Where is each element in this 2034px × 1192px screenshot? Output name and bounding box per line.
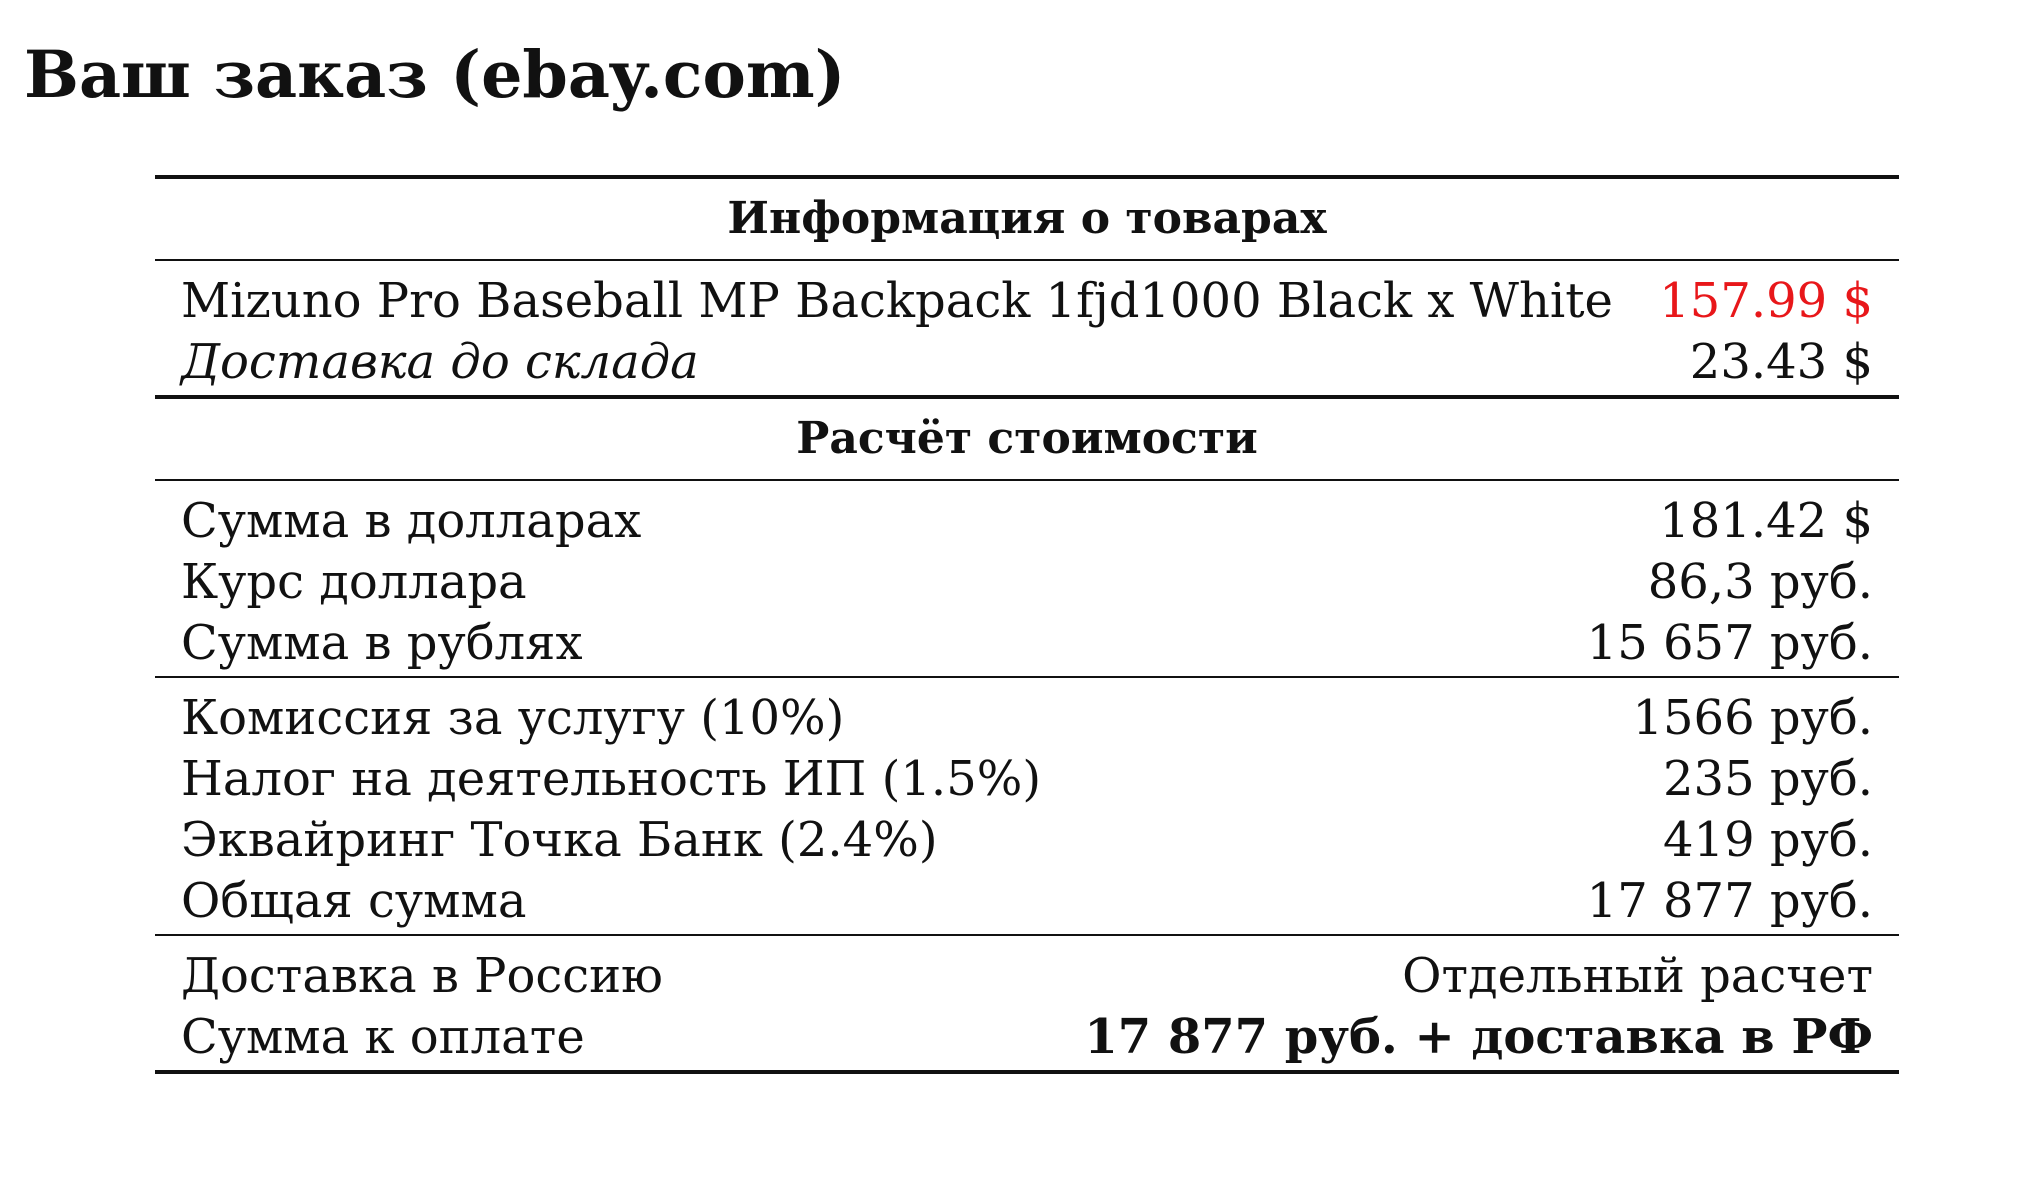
usd-sum-label: Сумма в долларах [181, 493, 642, 549]
product-price: 157.99 $ [1659, 273, 1873, 329]
order-summary-table [155, 175, 1899, 1074]
tax-value: 235 руб. [1663, 751, 1873, 807]
exchange-rate-label: Курс доллара [181, 554, 527, 610]
tax-row [181, 749, 1873, 810]
conversion-rows [155, 481, 1899, 676]
table-bottom-rule [155, 1070, 1899, 1074]
warehouse-shipping-label: Доставка до склада [181, 334, 699, 390]
page-title: Ваш заказ (ebay.com) [24, 37, 846, 113]
rub-sum-label: Сумма в рублях [181, 615, 583, 671]
service-fee-value: 1566 руб. [1632, 690, 1873, 746]
service-fee-row [181, 688, 1873, 749]
service-fee-label: Комиссия за услугу (10%) [181, 690, 845, 746]
total-value: 17 877 руб. [1586, 873, 1873, 929]
russia-shipping-value: Отдельный расчет [1402, 948, 1873, 1004]
tax-label: Налог на деятельность ИП (1.5%) [181, 751, 1042, 807]
fees-rows [155, 678, 1899, 934]
total-row [181, 871, 1873, 932]
products-section-heading: Информация о товарах [727, 193, 1327, 244]
total-label: Общая сумма [181, 873, 527, 929]
acquiring-value: 419 руб. [1663, 812, 1873, 868]
acquiring-label: Эквайринг Точка Банк (2.4%) [181, 812, 938, 868]
amount-due-row [181, 1007, 1873, 1068]
final-rows [155, 936, 1899, 1070]
amount-due-label: Сумма к оплате [181, 1009, 585, 1065]
russia-shipping-row [181, 946, 1873, 1007]
products-rows [155, 261, 1899, 395]
usd-sum-row [181, 491, 1873, 552]
amount-due-value: 17 877 руб. + доставка в РФ [1084, 1009, 1873, 1065]
product-name: Mizuno Pro Baseball MP Backpack 1fjd1000 Black x White [181, 273, 1613, 329]
warehouse-shipping-value: 23.43 $ [1689, 334, 1873, 390]
russia-shipping-label: Доставка в Россию [181, 948, 663, 1004]
product-row [181, 271, 1873, 332]
usd-sum-value: 181.42 $ [1659, 493, 1873, 549]
exchange-rate-value: 86,3 руб. [1647, 554, 1873, 610]
warehouse-shipping-row [181, 332, 1873, 393]
acquiring-row [181, 810, 1873, 871]
calculation-section-heading: Расчёт стоимости [796, 413, 1258, 464]
exchange-rate-row [181, 552, 1873, 613]
rub-sum-row [181, 613, 1873, 674]
rub-sum-value: 15 657 руб. [1586, 615, 1873, 671]
